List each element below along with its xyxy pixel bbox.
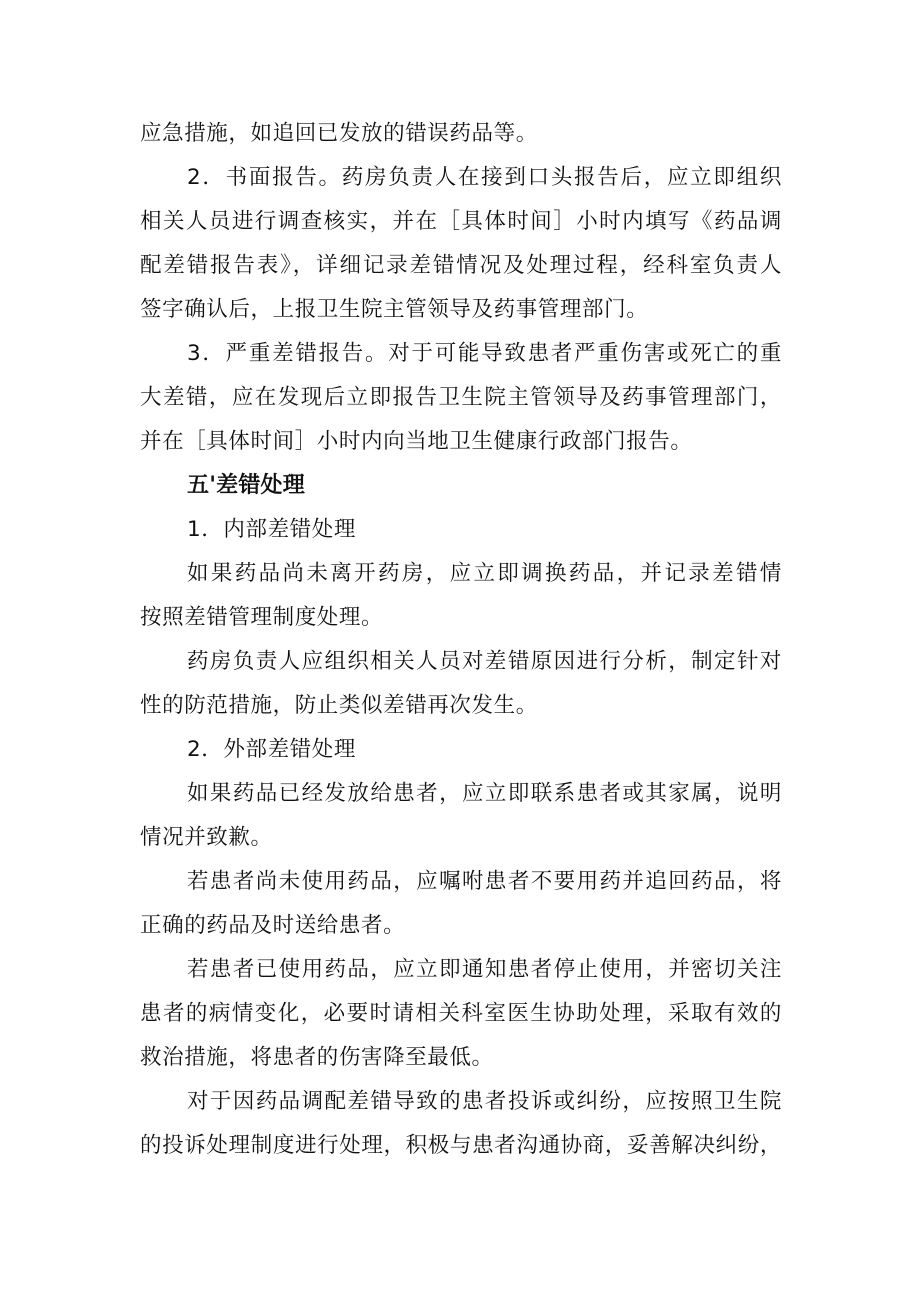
text-line: 应急措施，如追回已发放的错误药品等。 xyxy=(140,121,538,146)
text-line: 正确的药品及时送给患者。 xyxy=(140,913,406,938)
text-line: 2．书面报告。药房负责人在接到口头报告后，应立即组织 xyxy=(187,165,782,190)
text-line: 若患者已使用药品，应立即通知患者停止使用，并密切关注 xyxy=(187,957,782,982)
text-line: 按照差错管理制度处理。 xyxy=(140,605,384,630)
text-line: 并在［具体时间］小时内向当地卫生健康行政部门报告。 xyxy=(140,429,693,454)
text-line: 性的防范措施，防止类似差错再次发生。 xyxy=(140,693,538,718)
text-line: 药房负责人应组织相关人员对差错原因进行分析，制定针对 xyxy=(187,649,782,674)
text-line: 救治措施，将患者的伤害降至最低。 xyxy=(140,1045,494,1070)
text-line: 签字确认后，上报卫生院主管领导及药事管理部门。 xyxy=(140,297,649,322)
text-line: 的投诉处理制度进行处理，积极与患者沟通协商，妥善解决纠纷， xyxy=(140,1133,782,1158)
text-line: 情况并致歉。 xyxy=(140,825,273,850)
text-line: 大差错，应在发现后立即报告卫生院主管领导及药事管理部门， xyxy=(140,385,782,410)
document-body xyxy=(140,112,782,1168)
text-line: 对于因药品调配差错导致的患者投诉或纠纷，应按照卫生院 xyxy=(187,1089,782,1114)
text-line: 3．严重差错报告。对于可能导致患者严重伤害或死亡的重 xyxy=(187,341,782,366)
text-line: 患者的病情变化，必要时请相关科室医生协助处理，采取有效的 xyxy=(140,1001,782,1026)
text-line: 如果药品尚未离开药房，应立即调换药品，并记录差错情 xyxy=(187,561,782,586)
text-line: 1．内部差错处理 xyxy=(187,517,356,542)
section-heading: 五'差错处理 xyxy=(187,473,305,498)
text-line: 2．外部差错处理 xyxy=(187,737,356,762)
text-line: 配差错报告表》，详细记录差错情况及处理过程，经科室负责人 xyxy=(140,253,782,278)
text-line: 如果药品已经发放给患者，应立即联系患者或其家属，说明 xyxy=(187,781,782,806)
text-line: 相关人员进行调查核实，并在［具体时间］小时内填写《药品调 xyxy=(140,209,782,234)
text-line: 若患者尚未使用药品，应嘱咐患者不要用药并追回药品，将 xyxy=(187,869,782,894)
